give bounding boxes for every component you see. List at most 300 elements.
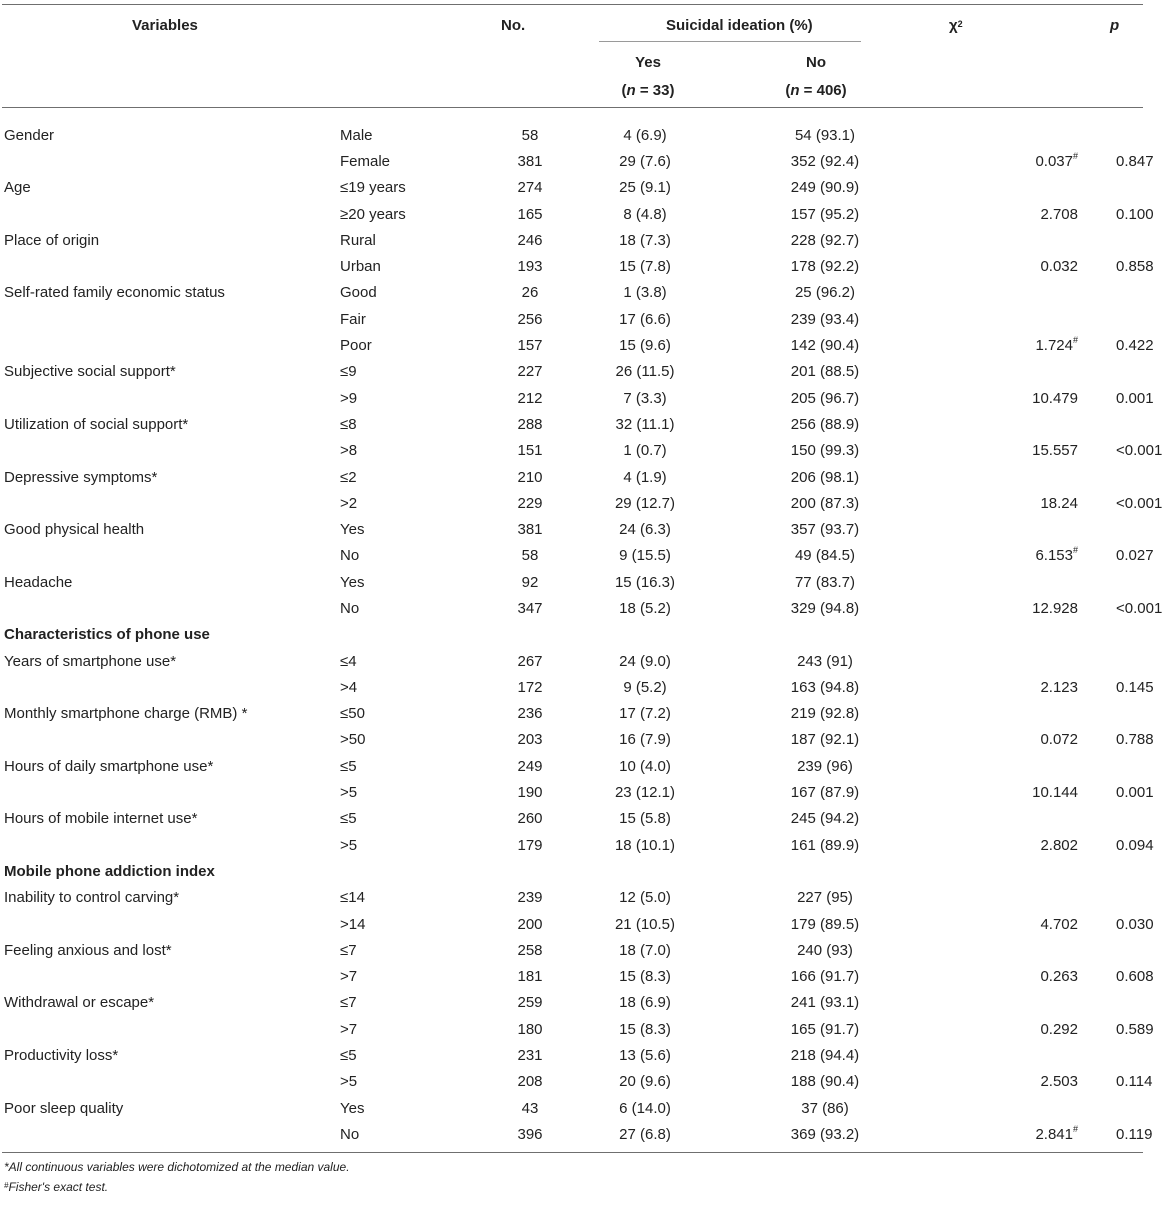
table-row	[2, 1121, 1143, 1147]
category-cell: >5	[340, 784, 358, 802]
table-row	[2, 753, 1143, 779]
fisher-mark: #	[1072, 335, 1078, 346]
variable-cell: Poor sleep quality	[4, 1099, 124, 1117]
no-cell: 161 (89.9)	[790, 836, 860, 854]
no-cell: 249 (90.9)	[790, 179, 860, 197]
category-cell: Good	[340, 284, 377, 302]
category-cell: >5	[340, 836, 358, 854]
chi-square-value: 0.292	[1040, 1020, 1078, 1038]
yes-cell: 9 (5.2)	[623, 678, 667, 696]
table-row	[2, 201, 1143, 227]
chi-square-cell	[968, 964, 1116, 990]
header-p: p	[1110, 17, 1120, 34]
yes-cell: 1 (0.7)	[623, 442, 667, 460]
category-cell: Yes	[340, 521, 365, 539]
table-row	[2, 253, 1143, 279]
chi-square-cell	[968, 543, 1116, 569]
count-cell: 259	[517, 994, 543, 1012]
category-cell: No	[340, 599, 360, 617]
category-cell: ≤2	[340, 468, 357, 486]
p-value-cell	[1116, 990, 1143, 1016]
table-row	[2, 411, 1143, 437]
yes-cell: 18 (10.1)	[614, 836, 676, 854]
count-cell: 210	[517, 468, 543, 486]
no-cell: 329 (94.8)	[790, 599, 860, 617]
table-body	[2, 122, 1162, 1148]
table-row	[2, 727, 1143, 753]
category-cell: >2	[340, 494, 358, 512]
p-value-cell	[1116, 306, 1143, 332]
count-cell: 396	[517, 1125, 543, 1143]
table-row	[2, 175, 1143, 201]
variable-cell	[2, 674, 340, 700]
chi-square-cell	[968, 648, 1116, 674]
chi-square-cell	[968, 148, 1116, 174]
section-heading: Characteristics of phone use	[4, 626, 210, 644]
category-cell: Fair	[340, 310, 366, 328]
header-variables: Variables	[132, 17, 198, 34]
chi-square-cell	[968, 569, 1116, 595]
chi-square-cell	[968, 516, 1116, 542]
no-cell: 219 (92.8)	[790, 705, 860, 723]
count-cell: 229	[517, 494, 543, 512]
header-suicidal-ideation: Suicidal ideation (%)	[666, 17, 813, 34]
table-row	[2, 937, 1143, 963]
count-cell: 274	[517, 179, 543, 197]
no-cell: 150 (99.3)	[790, 442, 860, 460]
chi-square-value: 0.037	[1035, 152, 1073, 170]
table-row	[2, 516, 1143, 542]
category-cell: >7	[340, 1020, 358, 1038]
table-row	[2, 280, 1143, 306]
count-cell: 58	[521, 126, 539, 144]
chi-square-value: 10.144	[1032, 784, 1078, 802]
variable-cell: Monthly smartphone charge (RMB) *	[4, 705, 248, 723]
yes-cell: 16 (7.9)	[619, 731, 671, 749]
no-cell: 187 (92.1)	[790, 731, 860, 749]
table-row	[2, 1016, 1143, 1042]
chi-square-value: 15.557	[1032, 442, 1078, 460]
count-cell: 203	[517, 731, 543, 749]
category-cell: >8	[340, 442, 358, 460]
count-cell: 43	[521, 1099, 539, 1117]
category-cell: Yes	[340, 573, 365, 591]
variable-cell	[2, 727, 340, 753]
count-cell: 179	[517, 836, 543, 854]
chi-square-value: 0.032	[1040, 258, 1078, 276]
chi-square-cell	[968, 332, 1116, 358]
chi-square-cell	[968, 595, 1116, 621]
variable-cell	[2, 964, 340, 990]
footnote-hash-text: Fisher's exact test.	[8, 1179, 109, 1194]
no-cell: 228 (92.7)	[790, 231, 860, 249]
chi-square-cell	[968, 1121, 1116, 1147]
no-cell: 142 (90.4)	[790, 337, 860, 355]
variable-cell	[2, 438, 340, 464]
chi-square-cell	[968, 885, 1116, 911]
footnote-hash	[4, 1177, 1143, 1197]
category-cell: No	[340, 547, 360, 565]
chi-square-value: 10.479	[1032, 389, 1078, 407]
chi-superscript: 2	[957, 19, 963, 29]
table-row	[2, 1095, 1143, 1121]
p-value-cell: 0.100	[1116, 205, 1154, 223]
variable-cell	[2, 1069, 340, 1095]
variable-cell: Good physical health	[4, 521, 145, 539]
no-cell: 241 (93.1)	[790, 994, 860, 1012]
header-no-n: (n = 406)	[785, 82, 847, 99]
chi-square-cell	[968, 911, 1116, 937]
yes-cell: 1 (3.8)	[623, 284, 667, 302]
variable-cell	[2, 779, 340, 805]
no-cell: 239 (93.4)	[790, 310, 860, 328]
count-cell: 200	[517, 915, 543, 933]
p-value-cell: <0.001	[1116, 599, 1162, 617]
table-row	[2, 438, 1143, 464]
p-value-cell: 0.001	[1116, 389, 1154, 407]
table-row	[2, 385, 1143, 411]
table-row	[2, 701, 1143, 727]
header-chi-square	[949, 17, 963, 35]
no-cell: 25 (96.2)	[794, 284, 856, 302]
variable-cell: Hours of mobile internet use*	[4, 810, 198, 828]
count-cell: 260	[517, 810, 543, 828]
chi-square-cell	[968, 464, 1116, 490]
no-cell: 157 (95.2)	[790, 205, 860, 223]
chi-square-value: 2.123	[1040, 678, 1078, 696]
count-cell: 236	[517, 705, 543, 723]
fisher-mark: #	[1072, 545, 1078, 556]
p-value-cell: 0.145	[1116, 678, 1154, 696]
chi-square-cell	[968, 937, 1116, 963]
yes-cell: 15 (8.3)	[619, 968, 671, 986]
chi-square-cell	[968, 1042, 1116, 1068]
chi-square-cell	[968, 280, 1116, 306]
p-value-cell	[1116, 227, 1143, 253]
no-cell: 167 (87.9)	[790, 784, 860, 802]
data-table	[2, 122, 1162, 1148]
no-cell: 243 (91)	[797, 652, 853, 670]
p-value-cell	[1116, 280, 1143, 306]
category-cell: ≤8	[340, 415, 357, 433]
variable-cell	[2, 543, 340, 569]
variable-cell: Headache	[4, 573, 73, 591]
table-row	[2, 464, 1143, 490]
chi-square-cell	[968, 806, 1116, 832]
variable-cell	[2, 253, 340, 279]
count-cell: 381	[517, 521, 543, 539]
fisher-mark: #	[1072, 150, 1078, 161]
chi-square-cell	[968, 1016, 1116, 1042]
category-cell: >14	[340, 915, 366, 933]
category-cell: >5	[340, 1073, 358, 1091]
chi-square-value: 0.072	[1040, 731, 1078, 749]
yes-cell: 32 (11.1)	[615, 415, 675, 433]
table-row	[2, 148, 1143, 174]
table-row	[2, 648, 1143, 674]
count-cell: 267	[517, 652, 543, 670]
yes-cell: 25 (9.1)	[619, 179, 671, 197]
p-value-cell	[1116, 175, 1143, 201]
header-no-label: No	[806, 54, 826, 71]
table-row	[2, 122, 1143, 148]
p-value-cell: 0.027	[1116, 547, 1154, 565]
header-no-group	[751, 49, 881, 105]
yes-cell: 15 (7.8)	[619, 258, 671, 276]
chi-square-cell	[968, 175, 1116, 201]
chi-square-cell	[968, 490, 1116, 516]
category-cell: ≤7	[340, 994, 357, 1012]
count-cell: 157	[517, 337, 543, 355]
table-row	[2, 832, 1143, 858]
no-cell: 178 (92.2)	[790, 258, 860, 276]
p-value-cell	[1116, 569, 1143, 595]
section-heading: Mobile phone addiction index	[4, 862, 215, 880]
yes-cell: 24 (6.3)	[619, 521, 671, 539]
variable-cell: Years of smartphone use*	[4, 652, 177, 670]
variable-cell: Productivity loss*	[4, 1047, 119, 1065]
chi-square-cell	[968, 990, 1116, 1016]
chi-square-cell	[968, 227, 1116, 253]
category-cell: >50	[340, 731, 366, 749]
p-value-cell: 0.119	[1116, 1125, 1153, 1143]
table-row	[2, 595, 1143, 621]
table-row	[2, 543, 1143, 569]
chi-square-cell	[968, 438, 1116, 464]
chi-square-value: 4.702	[1040, 915, 1078, 933]
chi-square-cell	[968, 122, 1116, 148]
yes-cell: 20 (9.6)	[619, 1073, 671, 1091]
count-cell: 190	[517, 784, 543, 802]
count-cell: 181	[517, 968, 543, 986]
table-row	[2, 964, 1143, 990]
p-value-cell	[1116, 411, 1143, 437]
yes-cell: 18 (7.3)	[619, 231, 671, 249]
chi-square-cell	[968, 1095, 1116, 1121]
table-row	[2, 227, 1143, 253]
yes-cell: 15 (8.3)	[619, 1020, 671, 1038]
no-cell: 54 (93.1)	[794, 126, 856, 144]
yes-cell: 18 (6.9)	[619, 994, 671, 1012]
p-value-cell: 0.788	[1116, 731, 1154, 749]
no-cell: 256 (88.9)	[790, 415, 860, 433]
table-row	[2, 885, 1143, 911]
count-cell: 26	[521, 284, 539, 302]
variable-cell: Subjective social support*	[4, 363, 176, 381]
yes-cell: 21 (10.5)	[614, 915, 676, 933]
p-value-cell	[1116, 516, 1143, 542]
yes-cell: 26 (11.5)	[615, 363, 675, 381]
table-container	[2, 4, 1162, 1197]
p-value-cell	[1116, 122, 1143, 148]
no-cell: 200 (87.3)	[790, 494, 860, 512]
chi-square-cell	[968, 701, 1116, 727]
category-cell: ≤14	[340, 889, 365, 907]
p-value-cell: 0.094	[1116, 836, 1154, 854]
section-row	[2, 622, 1143, 648]
count-cell: 249	[517, 757, 543, 775]
category-cell: Rural	[340, 231, 376, 249]
footnote-star: *All continuous variables were dichotomized at the median value.	[4, 1159, 350, 1174]
no-cell: 357 (93.7)	[790, 521, 860, 539]
p-value-cell	[1116, 1095, 1143, 1121]
variable-cell	[2, 201, 340, 227]
p-value-cell: 0.030	[1116, 915, 1154, 933]
count-cell: 212	[517, 389, 543, 407]
no-cell: 239 (96)	[797, 757, 853, 775]
p-value-cell: 0.858	[1116, 258, 1154, 276]
p-value-cell: 0.589	[1116, 1020, 1154, 1038]
no-cell: 77 (83.7)	[794, 573, 856, 591]
category-cell: >7	[340, 968, 358, 986]
category-cell: Poor	[340, 337, 372, 355]
no-cell: 245 (94.2)	[790, 810, 860, 828]
count-cell: 58	[521, 547, 539, 565]
yes-cell: 15 (9.6)	[619, 337, 671, 355]
table-row	[2, 674, 1143, 700]
p-value-cell: 0.847	[1116, 152, 1154, 170]
table-row	[2, 306, 1143, 332]
count-cell: 231	[517, 1047, 543, 1065]
chi-square-cell	[968, 306, 1116, 332]
variable-cell	[2, 832, 340, 858]
p-value-cell	[1116, 753, 1143, 779]
count-cell: 381	[517, 152, 543, 170]
chi-square-value: 0.263	[1040, 968, 1078, 986]
count-cell: 92	[521, 573, 539, 591]
chi-square-cell	[968, 674, 1116, 700]
yes-cell: 13 (5.6)	[619, 1047, 671, 1065]
no-cell: 240 (93)	[797, 941, 853, 959]
yes-cell: 4 (1.9)	[623, 468, 667, 486]
header-yes	[583, 49, 713, 105]
table-row	[2, 990, 1143, 1016]
category-cell: ≤7	[340, 941, 357, 959]
variable-cell	[2, 911, 340, 937]
table-row	[2, 911, 1143, 937]
variable-cell	[2, 1121, 340, 1147]
variable-cell: Inability to control carving*	[4, 889, 180, 907]
no-cell: 227 (95)	[797, 889, 853, 907]
chi-square-value: 2.802	[1040, 836, 1078, 854]
header-yes-label: Yes	[635, 54, 661, 71]
no-cell: 166 (91.7)	[790, 968, 860, 986]
p-value-cell	[1116, 701, 1143, 727]
section-row	[2, 858, 1143, 884]
variable-cell: Feeling anxious and lost*	[4, 941, 172, 959]
count-cell: 193	[517, 258, 543, 276]
chi-square-value: 2.708	[1040, 205, 1078, 223]
p-value-cell	[1116, 1042, 1143, 1068]
variable-cell: Withdrawal or escape*	[4, 994, 155, 1012]
p-value-cell	[1116, 648, 1143, 674]
table-row	[2, 1069, 1143, 1095]
yes-cell: 17 (7.2)	[619, 705, 671, 723]
no-cell: 218 (94.4)	[790, 1047, 860, 1065]
count-cell: 256	[517, 310, 543, 328]
category-cell: No	[340, 1125, 360, 1143]
p-value-cell	[1116, 806, 1143, 832]
variable-cell	[2, 148, 340, 174]
yes-cell: 10 (4.0)	[619, 757, 671, 775]
p-value-cell: 0.114	[1116, 1073, 1153, 1091]
chi-square-cell	[968, 359, 1116, 385]
variable-cell	[2, 385, 340, 411]
count-cell: 208	[517, 1073, 543, 1091]
variable-cell	[2, 306, 340, 332]
count-cell: 180	[517, 1020, 543, 1038]
chi-square-cell	[968, 727, 1116, 753]
chi-square-cell	[968, 1069, 1116, 1095]
yes-cell: 12 (5.0)	[619, 889, 671, 907]
chi-symbol: χ	[949, 17, 958, 34]
p-value-cell	[1116, 359, 1143, 385]
count-cell: 227	[517, 363, 543, 381]
no-cell: 165 (91.7)	[790, 1020, 860, 1038]
category-cell: ≤5	[340, 810, 357, 828]
variable-cell: Age	[4, 179, 31, 197]
table-row	[2, 569, 1143, 595]
category-cell: ≤5	[340, 1047, 357, 1065]
no-cell: 49 (84.5)	[794, 547, 856, 565]
count-cell: 151	[517, 442, 543, 460]
category-cell: Male	[340, 126, 373, 144]
variable-cell	[2, 595, 340, 621]
yes-cell: 4 (6.9)	[623, 126, 667, 144]
category-cell: >9	[340, 389, 358, 407]
chi-square-cell	[968, 832, 1116, 858]
chi-square-cell	[968, 385, 1116, 411]
yes-cell: 17 (6.6)	[619, 310, 671, 328]
category-cell: Yes	[340, 1099, 365, 1117]
chi-square-value: 18.24	[1040, 494, 1078, 512]
table-row	[2, 779, 1143, 805]
count-cell: 239	[517, 889, 543, 907]
category-cell: ≤4	[340, 652, 357, 670]
count-cell: 347	[517, 599, 543, 617]
count-cell: 246	[517, 231, 543, 249]
no-cell: 188 (90.4)	[790, 1073, 860, 1091]
chi-square-value: 2.841	[1035, 1125, 1073, 1143]
category-cell: Female	[340, 152, 391, 170]
category-cell: Urban	[340, 258, 381, 276]
chi-square-value: 2.503	[1040, 1073, 1078, 1091]
chi-square-value: 6.153	[1035, 547, 1073, 565]
yes-cell: 15 (16.3)	[614, 573, 676, 591]
variable-cell: Self-rated family economic status	[4, 284, 225, 302]
p-value-cell: <0.001	[1116, 442, 1162, 460]
yes-cell: 15 (5.8)	[619, 810, 671, 828]
category-cell: ≥20 years	[340, 205, 406, 223]
count-cell: 172	[517, 678, 543, 696]
no-cell: 179 (89.5)	[790, 915, 860, 933]
header-span-rule	[599, 41, 861, 42]
count-cell: 165	[517, 205, 543, 223]
yes-cell: 29 (7.6)	[619, 152, 671, 170]
category-cell: ≤50	[340, 705, 365, 723]
yes-cell: 6 (14.0)	[619, 1099, 671, 1117]
no-cell: 205 (96.7)	[790, 389, 860, 407]
table-row	[2, 1042, 1143, 1068]
variable-cell: Depressive symptoms*	[4, 468, 158, 486]
yes-cell: 18 (7.0)	[619, 941, 671, 959]
count-cell: 288	[517, 415, 543, 433]
category-cell: >4	[340, 678, 358, 696]
chi-square-value: 1.724	[1035, 337, 1073, 355]
p-value-cell: 0.001	[1116, 784, 1154, 802]
header-no: No.	[501, 17, 526, 34]
no-cell: 163 (94.8)	[790, 678, 860, 696]
